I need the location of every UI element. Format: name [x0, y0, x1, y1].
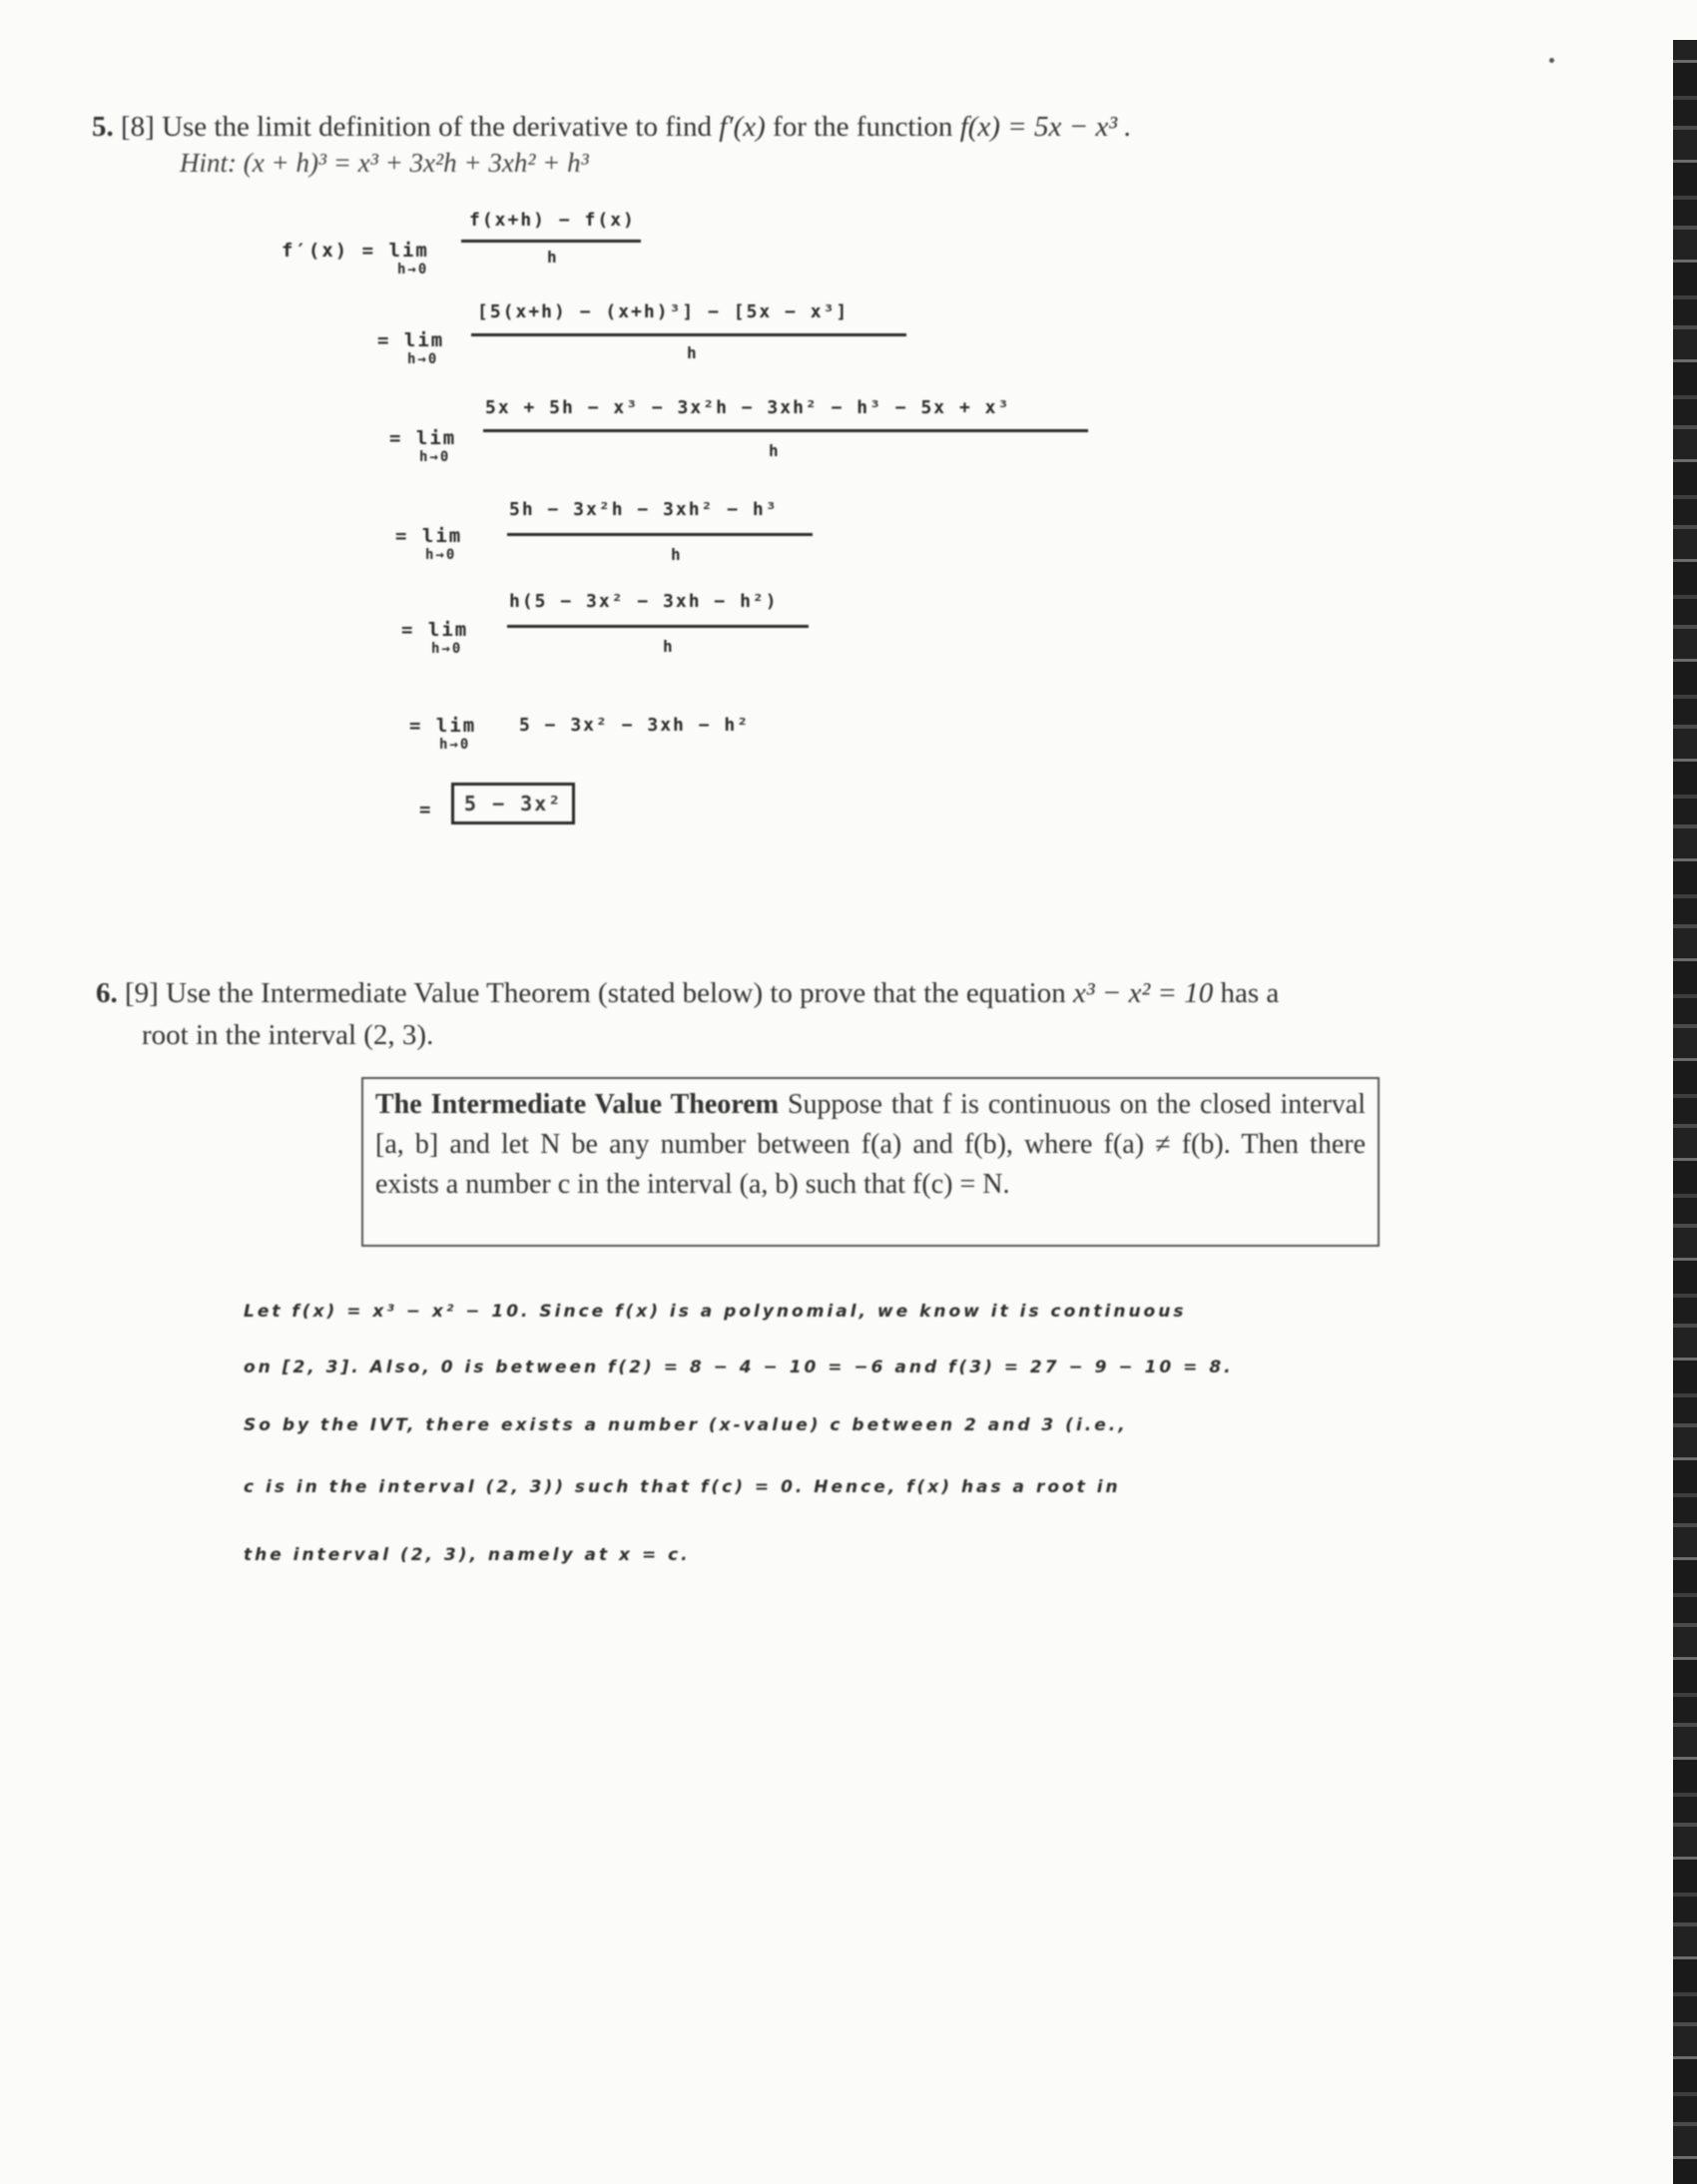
ivt-body: Suppose that f is continuous on the closed interval [a, b] and let N be any number between f(a) and f(b), where f(a) ≠ f(b). Then there exists a number c in the interval (a, b) such that f(c) = N. [375, 1089, 1367, 1200]
question-5-number: 5. [92, 111, 114, 143]
work-line-3-numerator: 5x + 5h − x³ − 3x²h − 3xh² − h³ − 5x + x³ [485, 397, 1011, 418]
answer-line-1: Let f(x) = x³ − x² − 10. Since f(x) is a polynomial, we know it is continuous [244, 1302, 1187, 1322]
answer-line-3: So by the IVT, there exists a number (x-value) c between 2 and 3 (i.e., [244, 1415, 1128, 1435]
question-5-function: f(x) = 5x − x³ . [959, 111, 1132, 143]
fraction-bar-4 [507, 533, 813, 536]
question-6-has-a: has a [1220, 977, 1280, 1009]
hint-expression: (x + h)³ = x³ + 3x²h + 3xh² + h³ [243, 148, 589, 178]
work-line-4-numerator: 5h − 3x²h − 3xh² − h³ [509, 499, 779, 520]
work-line-6-lim: = lim h→0 [409, 715, 477, 753]
question-6-prompt [96, 974, 1279, 1012]
scan-edge [1673, 0, 1697, 2184]
ivt-theorem-box [361, 1077, 1380, 1247]
question-6-equation: x³ − x² = 10 [1072, 977, 1214, 1009]
question-6-line-2: root in the interval (2, 3). [142, 1019, 434, 1051]
question-5-points: [8] [121, 111, 155, 143]
work-line-5-lim: = lim h→0 [401, 619, 469, 657]
fraction-bar-1 [461, 240, 641, 243]
work-line-1-denominator: h [547, 248, 559, 267]
work-line-2-denominator: h [687, 343, 699, 362]
question-6-points: [9] [125, 977, 159, 1009]
fraction-bar-5 [507, 625, 809, 628]
work-line-4-lim: = lim h→0 [395, 525, 463, 563]
scan-edge-top [1673, 0, 1697, 40]
work-line-1-lhs: f′(x) = lim h→0 [282, 240, 429, 277]
answer-line-4: c is in the interval (2, 3)) such that f(c) = 0. Hence, f(x) has a root in [244, 1477, 1121, 1497]
answer-line-2: on [2, 3]. Also, 0 is between f(2) = 8 − 4 − 10 = −6 and f(3) = 27 − 9 − 10 = 8. [244, 1358, 1234, 1377]
work-line-1-numerator: f(x+h) − f(x) [469, 210, 636, 231]
fraction-bar-2 [471, 333, 906, 336]
work-line-2-lim: = lim h→0 [377, 329, 445, 367]
ivt-title: The Intermediate Value Theorem [375, 1089, 779, 1120]
work-line-2-numerator: [5(x+h) − (x+h)³] − [5x − x³] [477, 301, 849, 322]
hint-label: Hint: [180, 148, 237, 178]
work-line-4-denominator: h [671, 545, 683, 564]
question-5-fprime: f′(x) [719, 111, 766, 143]
work-line-3-lim: = lim h→0 [389, 427, 457, 465]
work-line-5-numerator: h(5 − 3x² − 3xh − h²) [509, 591, 779, 612]
question-6-number: 6. [96, 977, 118, 1009]
question-6-text: Use the Intermediate Value Theorem (stated below) to prove that the equation [166, 977, 1066, 1009]
question-5-prompt [92, 108, 1132, 146]
answer-line-5: the interval (2, 3), namely at x = c. [244, 1545, 691, 1565]
question-5-text: Use the limit definition of the derivative to find [162, 111, 712, 143]
work-final-equals: = [419, 799, 433, 820]
question-5-hint [180, 148, 589, 179]
work-line-5-denominator: h [663, 637, 675, 656]
speck [1549, 58, 1554, 63]
fraction-bar-3 [483, 429, 1088, 432]
final-answer-box: 5 − 3x² [451, 783, 575, 824]
work-line-6-expression: 5 − 3x² − 3xh − h² [519, 715, 751, 736]
work-line-3-denominator: h [769, 441, 781, 460]
question-5-for-function: for the function [773, 111, 953, 143]
